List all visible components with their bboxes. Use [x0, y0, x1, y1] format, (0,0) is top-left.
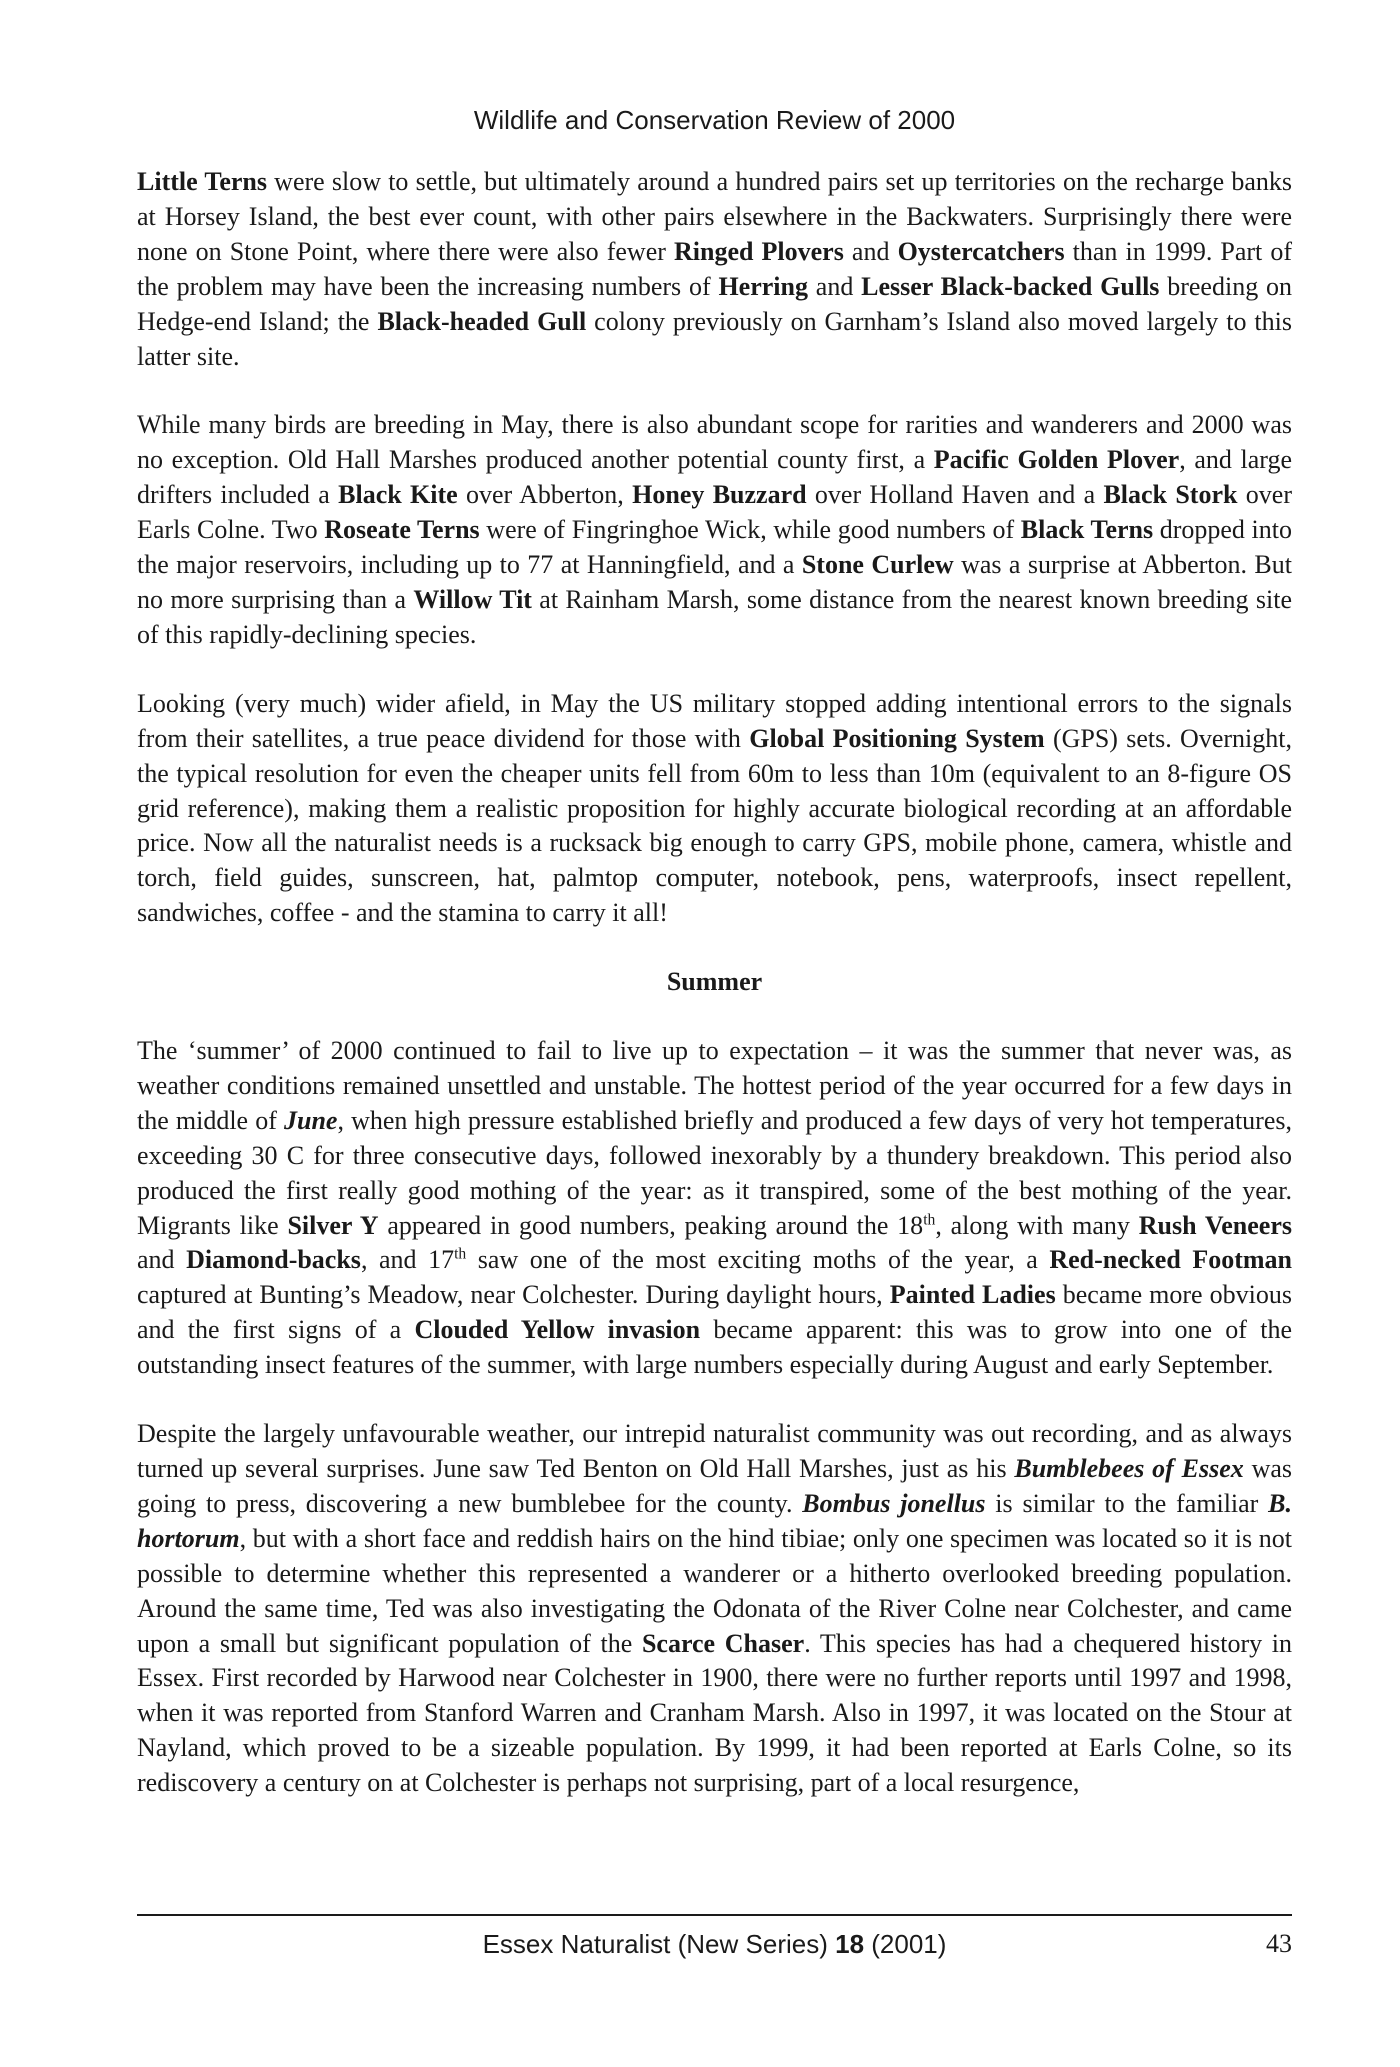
- text-run: While many birds are breeding in May, there is also abundant scope for rarities and wanderers and 2000 was no exception. Old Hall Marshes produced another potential county first, a: [137, 410, 1292, 475]
- bold-term: Little Terns: [137, 167, 267, 196]
- text-run: dropped into the major reservoirs, including up to 77 at Hanningfield, and a: [137, 515, 1292, 580]
- bold-term: Red-necked Footman: [1049, 1245, 1293, 1275]
- bold-term: Rush Veneers: [1138, 1210, 1292, 1240]
- bold-term: Painted Ladies: [889, 1280, 1056, 1310]
- bold-term: Oystercatchers: [897, 236, 1065, 266]
- text-run: (GPS) sets. Overnight, the typical resolution for even the cheaper units fell from 60m to less than 10m (equivalent to an 8-figure OS grid reference), making them a realistic proposition for highly accurate biological recording at an affordable price. Now all the naturalist needs is a rucksack big enough to carry GPS, mobile phone, camera, whistle and torch, field guides, sunscreen, hat, palmtop computer, notebook, pens, waterproofs, insect repellent, sandwiches, coffee - and the stamina to carry it all!: [137, 723, 1292, 928]
- section-heading-summer: Summer: [666, 967, 763, 997]
- text-run: became apparent: this was to grow into one of the outstanding insect features of the summer, with large numbers especially during August and early September.: [137, 1315, 1292, 1380]
- bold-term: Black Terns: [1020, 515, 1154, 545]
- bold-term: Black Kite: [338, 480, 458, 510]
- bold-term: Herring: [718, 271, 808, 301]
- ordinal-suffix: th: [454, 1245, 467, 1263]
- volume-number: 18: [835, 1929, 865, 1959]
- ordinal-suffix: th: [923, 1210, 936, 1228]
- text-run: breeding on Hedge-end Island; the: [137, 271, 1293, 336]
- bold-italic-term: June: [284, 1105, 338, 1135]
- text-run: is similar to the familiar: [985, 1488, 1269, 1518]
- bold-italic-term: Bombus jonellus: [802, 1488, 986, 1518]
- text-run: , but with a short face and reddish hairs on the hind tibiae; only one specimen was located so it is not possible to determine whether this represented a wanderer or a hitherto overlooked breeding population. Around the same time, Ted was also investigating the Odonata of the River Colne near Colchester, and came upon a small but significant population of the: [137, 1523, 1292, 1658]
- article-body: [137, 165, 1292, 1801]
- paragraph-rarities-may: [137, 408, 1292, 652]
- text-run: at Rainham Marsh, some distance from the nearest known breeding site of this rapidly-declining species.: [137, 584, 1292, 649]
- bold-term: Scarce Chaser: [641, 1628, 805, 1658]
- text-run: and: [807, 271, 862, 301]
- bold-term: Global Positioning System: [749, 723, 1045, 753]
- paragraph-bumblebee-discovery: [137, 1417, 1292, 1801]
- text-run: , and large drifters included a: [137, 445, 1292, 510]
- journal-name: Essex Naturalist (New Series): [482, 1929, 828, 1959]
- text-run: over Holland Haven and a: [806, 480, 1104, 510]
- footer-rule: [137, 1914, 1292, 1916]
- text-run: , and 17: [360, 1245, 455, 1275]
- text-run: captured at Bunting’s Meadow, near Colchester. During daylight hours,: [137, 1280, 890, 1310]
- text-run: and: [137, 1245, 187, 1275]
- text-run: became more obvious and the first signs of a: [137, 1280, 1292, 1345]
- text-run: , along with many: [935, 1210, 1139, 1240]
- running-header: Wildlife and Conservation Review of 2000: [473, 105, 956, 135]
- bold-italic-term: B. hortorum: [137, 1488, 1292, 1553]
- text-run: . This species has had a chequered history in Essex. First recorded by Harwood near Colchester in 1900, there were no further reports until 1997 and 1998, when it was reported from Stanford Warren and Cranham Marsh. Also in 1997, it was located on the Stour at Nayland, which proved to be a sizeable population. By 1999, it had been reported at Earls Colne, so its rediscovery a century on at Colchester is perhaps not surprising, part of a local resurgence,: [137, 1628, 1293, 1798]
- publication-year: (2001): [871, 1929, 947, 1959]
- footer-citation: [137, 1928, 1292, 1960]
- text-run: than in 1999. Part of the problem may have been the increasing numbers of: [137, 236, 1293, 301]
- text-run: was going to press, discovering a new bumblebee for the county.: [137, 1454, 1293, 1518]
- text-run: saw one of the most exciting moths of the year, a: [466, 1245, 1050, 1275]
- bold-term: Stone Curlew: [801, 550, 954, 580]
- text-run: was a surprise at Abberton. But no more surprising than a: [137, 550, 1292, 614]
- bold-term: Pacific Golden Plover: [933, 445, 1180, 475]
- bold-term: Black Stork: [1103, 480, 1238, 510]
- bold-term: Willow Tit: [413, 584, 532, 614]
- text-run: and: [843, 236, 898, 266]
- bold-term: Black-headed Gull: [377, 306, 587, 336]
- text-run: over Abberton,: [457, 480, 633, 510]
- text-run: over Earls Colne. Two: [137, 480, 1292, 545]
- paragraph-summer-weather: [137, 1034, 1292, 1383]
- page-number: 43: [1266, 1929, 1292, 1958]
- text-run: , when high pressure established briefly and produced a few days of very hot temperatures, exceeding 30 C for three consecutive days, followed inexorably by a thundery breakdown. This period also produced the first really good mothing of the year: as it transpired, some of the best mothing of the year. Migrants like: [137, 1105, 1292, 1240]
- bold-term: Diamond-backs: [186, 1245, 361, 1275]
- text-run: appeared in good numbers, peaking around the 18: [378, 1210, 924, 1240]
- bold-term: Honey Buzzard: [632, 480, 807, 510]
- text-run: were slow to settle, but ultimately around a hundred pairs set up territories on the recharge banks at Horsey Island, the best ever count, with other pairs elsewhere in the Backwaters. Surprisingly there were none on Stone Point, where there were also fewer: [137, 167, 1292, 266]
- text-run: were of Fingringhoe Wick, while good numbers of: [479, 515, 1021, 545]
- paragraph-little-terns: [137, 165, 1292, 374]
- bold-term: Silver Y: [287, 1210, 379, 1240]
- bold-term: Roseate Terns: [324, 515, 480, 545]
- bold-term: Clouded Yellow invasion: [414, 1315, 701, 1345]
- paragraph-gps: [137, 687, 1292, 931]
- text-run: colony previously on Garnham’s Island also moved largely to this latter site.: [137, 306, 1292, 371]
- bold-term: Lesser Black-backed Gulls: [861, 271, 1160, 301]
- text-run: The ‘summer’ of 2000 continued to fail to live up to expectation – it was the summer that never was, as weather conditions remained unsettled and unstable. The hottest period of the year occurred for a few days in the middle of: [137, 1036, 1292, 1135]
- text-run: Despite the largely unfavourable weather, our intrepid naturalist community was out recording, and as always turned up several surprises. June saw Ted Benton on Old Hall Marshes, just as his: [137, 1419, 1292, 1483]
- bold-term: Ringed Plovers: [673, 236, 844, 266]
- bold-italic-term: Bumblebees of Essex: [1014, 1454, 1244, 1483]
- text-run: Looking (very much) wider afield, in May the US military stopped adding intentional errors to the signals from their satellites, a true peace dividend for those with: [137, 688, 1292, 753]
